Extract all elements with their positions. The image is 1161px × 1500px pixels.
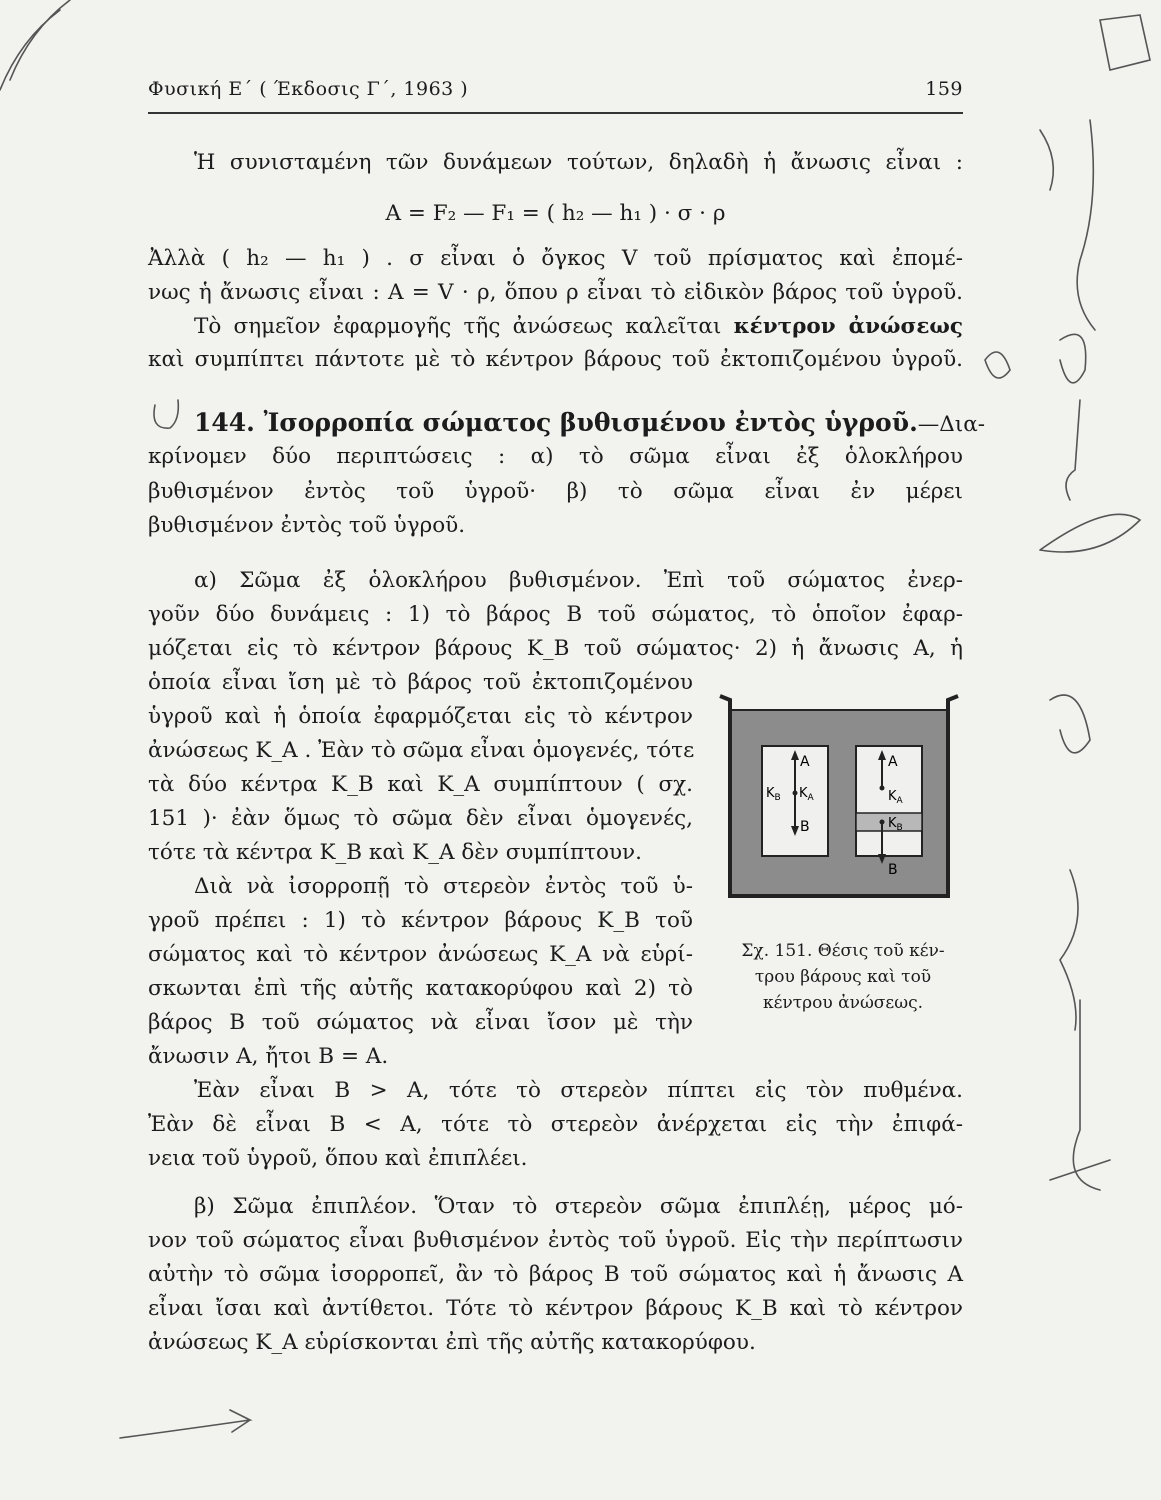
text-line: Διὰ νὰ ἰσορροπῇ τὸ στερεὸν ἐντὸς τοῦ ὑ- <box>194 874 693 899</box>
page-header <box>148 78 963 108</box>
figure-151 <box>712 688 974 903</box>
section-heading <box>148 406 986 441</box>
corner-scribble <box>0 10 60 90</box>
section-title: 144. Ἰσορροπία σώματος βυθισμένου ἐντὸς ὑγροῦ. <box>194 408 918 437</box>
text-line: εἶναι ἴσαι καὶ ἀντίθετοι. Τότε τὸ κέντρον βάρους K_B καὶ τὸ κέντρον <box>148 1296 963 1321</box>
margin-squiggle <box>1060 870 1078 1030</box>
text-line: ἄνωσιν A, ἤτοι B = A. <box>148 1044 389 1069</box>
text-line: μόζεται εἰς τὸ κέντρον βάρους K_B τοῦ σώματος· 2) ἡ ἄνωσις A, ἡ <box>148 636 963 661</box>
term-center-of-buoyancy: κέντρον ἀνώσεως <box>733 314 963 339</box>
margin-loop <box>1040 514 1140 552</box>
text-line: γοῦν δύο δυνάμεις : 1) τὸ βάρος B τοῦ σώματος, τὸ ὁποῖον ἐφαρ- <box>148 602 963 627</box>
caption-line: κέντρου ἀνώσεως. <box>762 993 923 1013</box>
text-line: γροῦ πρέπει : 1) τὸ κέντρον βάρους K_B τοῦ <box>148 908 693 933</box>
text-line: ἀνώσεως K_A . Ἐὰν τὸ σῶμα εἶναι ὁμογενές, τότε <box>148 738 695 763</box>
label-B: B <box>888 862 898 878</box>
text-line: νεια τοῦ ὑγροῦ, ὅπου καὶ ἐπιπλέει. <box>148 1146 528 1171</box>
label-KB: $K_B$ <box>888 816 903 833</box>
page-number: 159 <box>925 78 963 100</box>
center-point <box>793 791 798 796</box>
center-point <box>880 786 885 791</box>
caption-line: Σχ. 151. Θέσις τοῦ κέν- <box>741 941 945 961</box>
text-line: Ἡ συνισταμένη τῶν δυνάμεων τούτων, δηλαδὴ ἡ ἄνωσις εἶναι : <box>194 150 963 175</box>
margin-loop <box>1060 334 1086 383</box>
label-KB: $K_B$ <box>766 786 781 803</box>
text-line: Ἀλλὰ ( h₂ — h₁ ) . σ εἶναι ὁ ὄγκος V τοῦ πρίσματος καὶ ἐπομέ- <box>148 246 963 271</box>
text-line: αὐτὴν τὸ σῶμα ἰσορροπεῖ, ἂν τὸ βάρος B τοῦ σώματος καὶ ἡ ἄνωσις A <box>148 1262 963 1287</box>
text-line: καὶ συμπίπτει πάντοτε μὲ τὸ κέντρον βάρους τοῦ ἐκτοπιζομένου ὑγροῦ. <box>148 347 963 372</box>
margin-box-scribble <box>1100 15 1150 70</box>
text-line: 151 )· ἐὰν ὅμως τὸ σῶμα δὲν εἶναι ὁμογενές, <box>148 806 693 831</box>
margin-squiggle <box>1050 695 1090 753</box>
label-KA: $K_A$ <box>888 789 903 806</box>
text-line: β) Σῶμα ἐπιπλέον. Ὅταν τὸ στερεὸν σῶμα ἐπιπλέῃ, μέρος μό- <box>194 1194 963 1219</box>
text-line: τὰ δύο κέντρα K_B καὶ K_A συμπίπτουν ( σχ. <box>148 772 693 797</box>
text-line: Ἐὰν δὲ εἶναι B < A, τότε τὸ στερεὸν ἀνέρχεται εἰς τὴν ἐπιφά- <box>148 1112 963 1137</box>
caption-line: τρου βάρους καὶ τοῦ <box>754 967 932 987</box>
text-line: κρίνομεν δύο περιπτώσεις : α) τὸ σῶμα εἶναι ἐξ ὁλοκλήρου <box>148 444 963 469</box>
text-line: σώματος καὶ τὸ κέντρον ἀνώσεως K_A νὰ εὑρί- <box>148 942 693 967</box>
margin-squiggle <box>1066 400 1080 500</box>
center-point <box>880 820 885 825</box>
text-line: βυθισμένον ἐντὸς τοῦ ὑγροῦ· β) τὸ σῶμα εἶναι ἐν μέρει <box>148 479 963 504</box>
text-line: βάρος B τοῦ σώματος νὰ εἶναι ἴσον μὲ τὴν <box>148 1010 693 1035</box>
label-KA: $K_A$ <box>799 786 814 803</box>
text-line: α) Σῶμα ἐξ ὁλοκλήρου βυθισμένον. Ἐπὶ τοῦ σώματος ἐνερ- <box>194 568 963 593</box>
running-title: Φυσική Ε΄ ( Έκδοσις Γ΄, 1963 ) <box>148 78 469 100</box>
text-line: νως ἡ ἄνωσις εἶναι : A = V · ρ, ὅπου ρ εἶναι τὸ εἰδικὸν βάρος τοῦ ὑγροῦ. <box>148 280 963 305</box>
margin-stroke <box>1050 1160 1110 1180</box>
text-line: νον τοῦ σώματος εἶναι βυθισμένον ἐντὸς τοῦ ὑγροῦ. Εἰς τὴν περίπτωσιν <box>148 1228 963 1253</box>
margin-squiggle <box>1073 1000 1100 1190</box>
figure-caption <box>712 938 974 1016</box>
label-B: B <box>800 819 810 835</box>
text-segment: —Δια- <box>917 412 986 437</box>
label-A: A <box>888 754 898 770</box>
corner-scribble <box>10 0 70 80</box>
text-line: ἀνώσεως K_A εὑρίσκονται ἐπὶ τῆς αὐτῆς κατακορύφου. <box>148 1330 756 1355</box>
text-line: ὁποία εἶναι ἴση μὲ τὸ βάρος τοῦ ἐκτοπιζομένου <box>148 670 693 695</box>
formula: A = F₂ — F₁ = ( h₂ — h₁ ) · σ · ρ <box>385 201 726 226</box>
text-line: Ἐὰν εἶναι B > A, τότε τὸ στερεὸν πίπτει εἰς τὸν πυθμένα. <box>194 1078 963 1103</box>
margin-squiggle <box>1040 130 1053 190</box>
text-line: ὑγροῦ καὶ ἡ ὁποία ἐφαρμόζεται εἰς τὸ κέντρον <box>148 704 693 729</box>
margin-squiggle <box>1077 120 1095 330</box>
margin-squiggle <box>985 352 1010 378</box>
text-line: τότε τὰ κέντρα K_B καὶ K_A δὲν συμπίπτουν. <box>148 840 642 865</box>
text-line: σκωνται ἐπὶ τῆς αὐτῆς κατακορύφου καὶ 2) τὸ <box>148 976 693 1001</box>
margin-arrow <box>120 1410 250 1438</box>
text-segment: Τὸ σημεῖον ἐφαρμογῆς τῆς ἀνώσεως καλεῖται <box>194 314 722 339</box>
text-line <box>148 310 963 343</box>
text-line: βυθισμένον ἐντὸς τοῦ ὑγροῦ. <box>148 513 466 538</box>
label-A: A <box>800 754 810 770</box>
header-rule <box>148 112 963 114</box>
